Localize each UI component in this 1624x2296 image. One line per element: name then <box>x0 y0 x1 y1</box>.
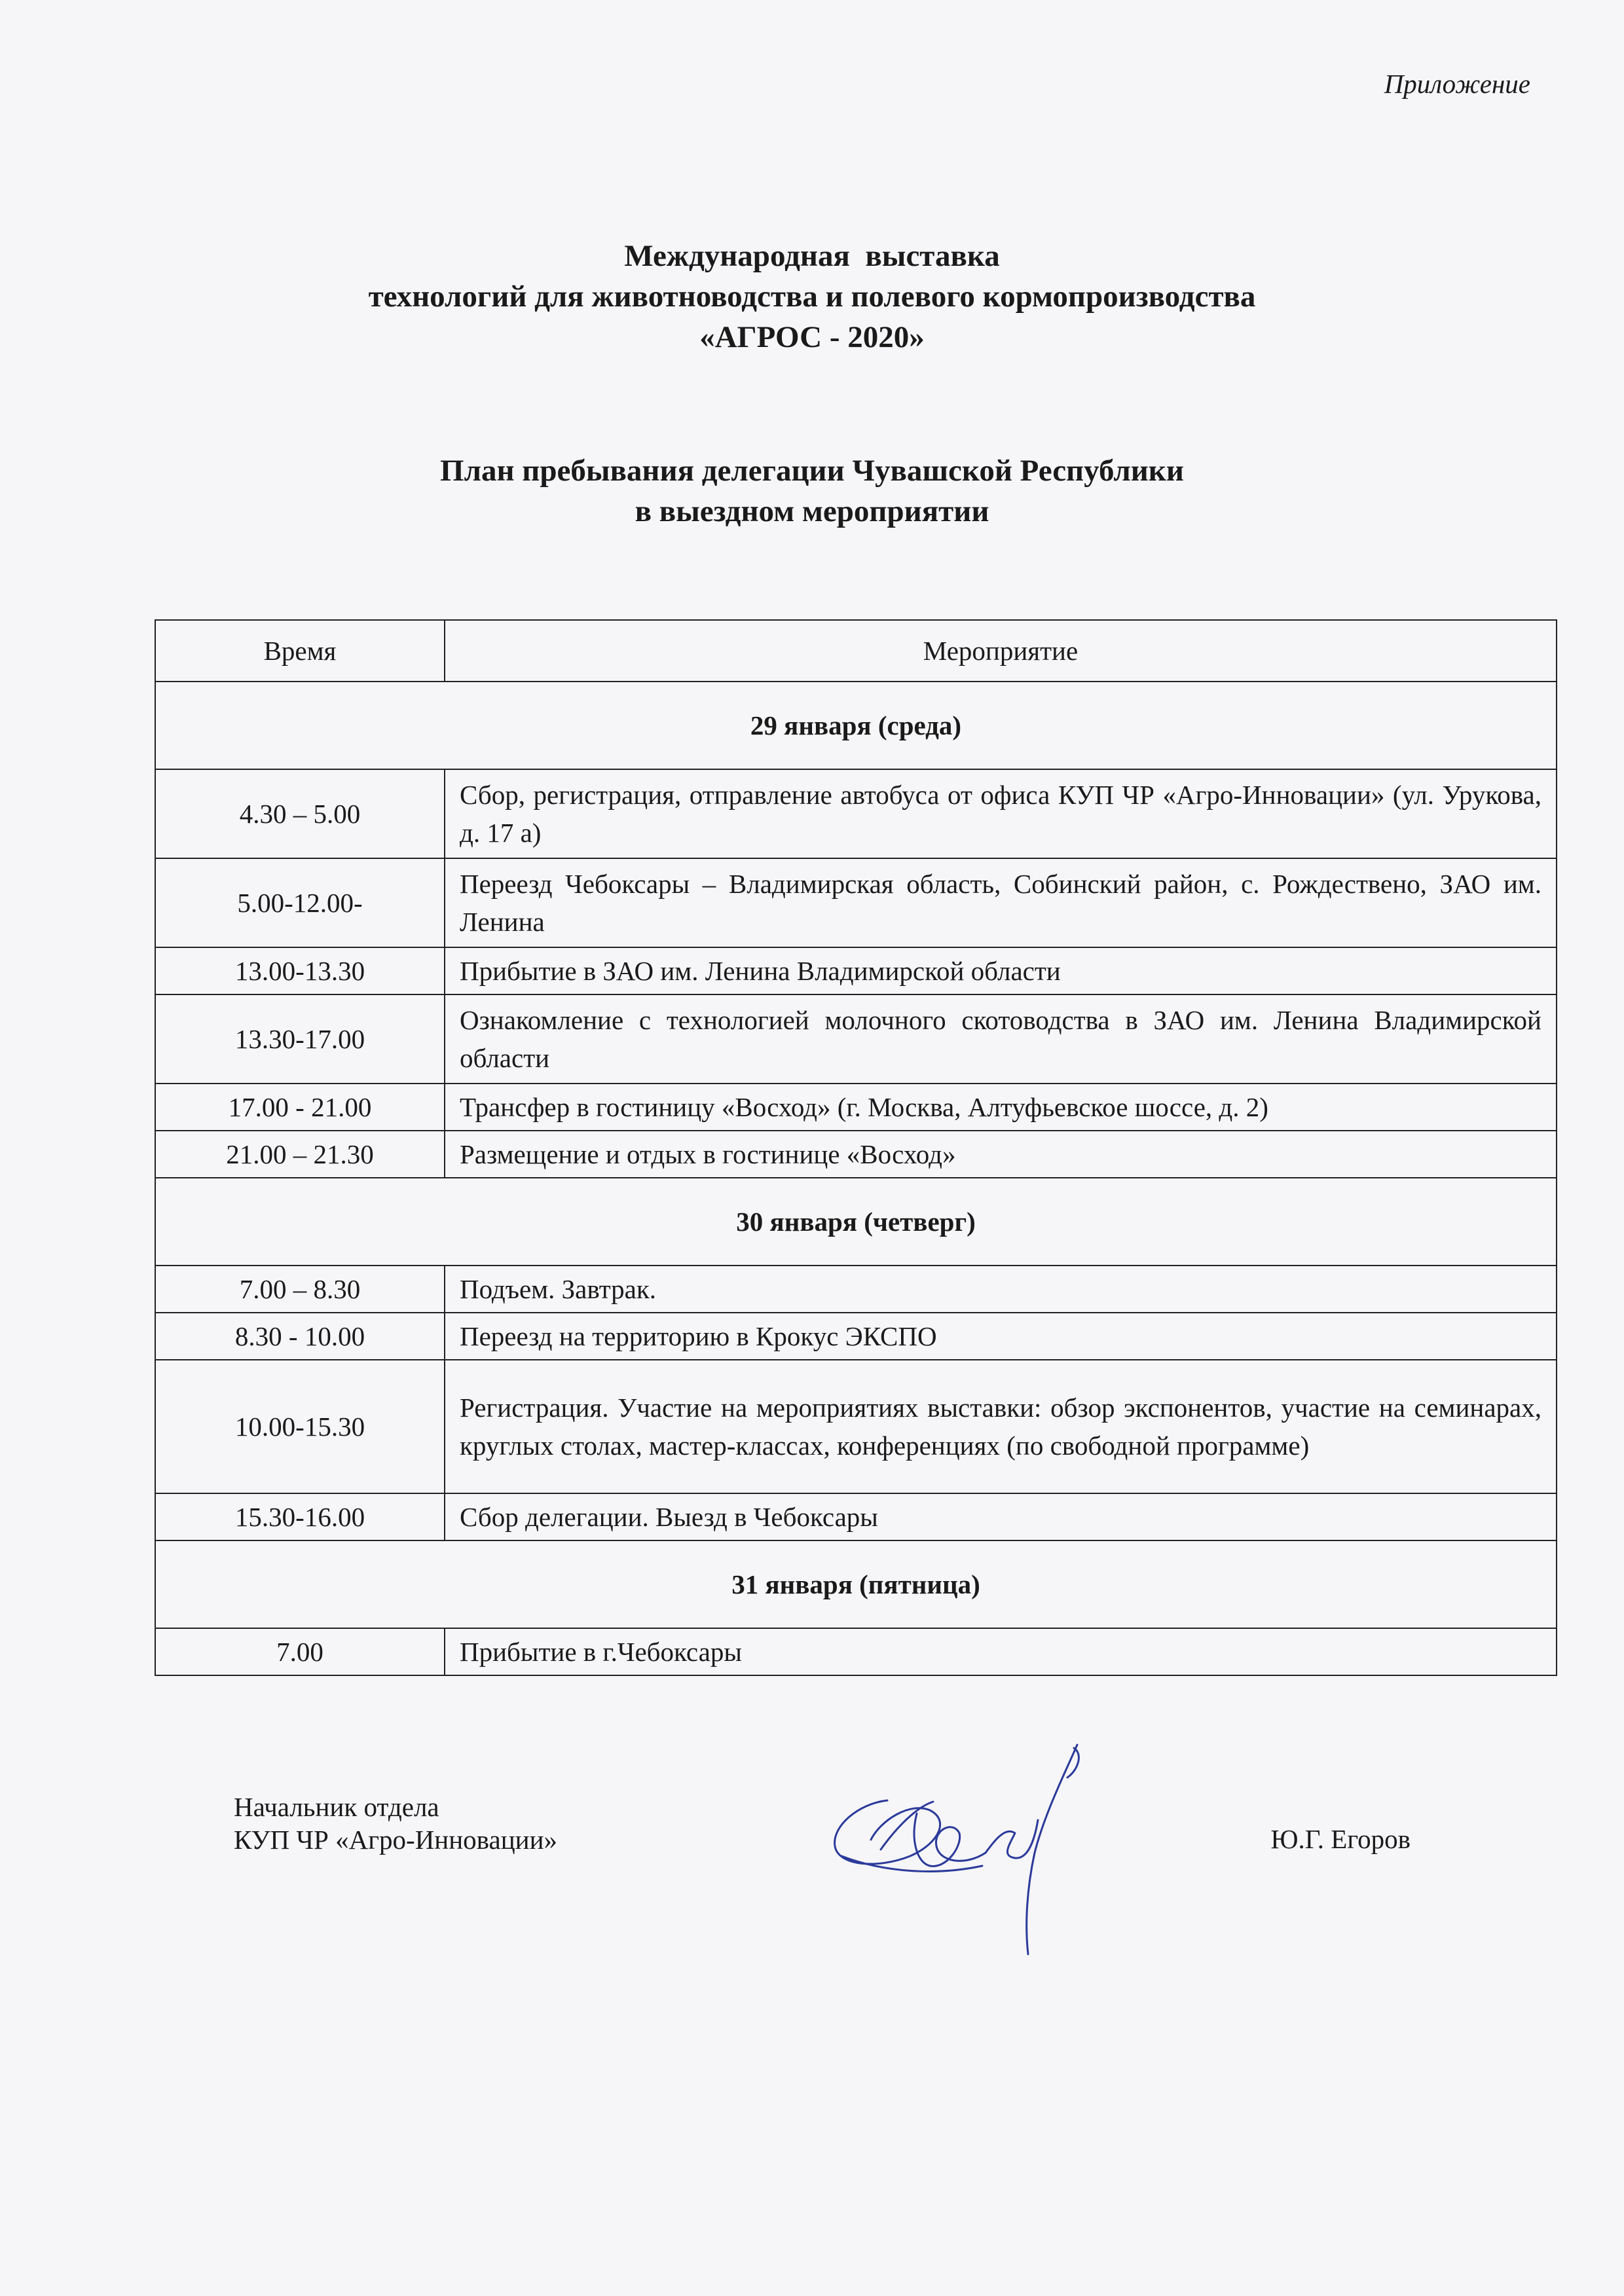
table-row <box>155 1131 1557 1178</box>
plan-heading <box>0 450 1624 532</box>
table-row <box>155 1084 1557 1131</box>
exhibition-title-line-3: «АГРОС - 2020» <box>699 320 925 354</box>
row-event: Ознакомление с технологией молочного скотоводства в ЗАО им. Ленина Владимирской области <box>445 994 1557 1084</box>
table-row <box>155 947 1557 994</box>
exhibition-title-line-1: Международная выставка <box>624 239 1000 273</box>
day-header-row <box>155 682 1557 769</box>
row-event: Прибытие в г.Чебоксары <box>445 1628 1557 1675</box>
day-label: 30 января (четверг) <box>155 1178 1557 1266</box>
day-label: 31 января (пятница) <box>155 1540 1557 1628</box>
exhibition-title <box>0 236 1624 357</box>
row-time: 4.30 – 5.00 <box>155 769 445 858</box>
row-time: 15.30-16.00 <box>155 1493 445 1540</box>
table-header-row <box>155 620 1557 682</box>
row-time: 5.00-12.00- <box>155 858 445 947</box>
signer-position-line-2: КУП ЧР «Агро-Инновации» <box>234 1825 558 1855</box>
table-row <box>155 1628 1557 1675</box>
row-time: 10.00-15.30 <box>155 1360 445 1493</box>
day-header-row <box>155 1540 1557 1628</box>
row-event: Подъем. Завтрак. <box>445 1266 1557 1313</box>
row-time: 17.00 - 21.00 <box>155 1084 445 1131</box>
row-event: Сбор, регистрация, отправление автобуса от офиса КУП ЧР «Агро-Инновации» (ул. Урукова, д. 17 а) <box>445 769 1557 858</box>
signer-position-line-1: Начальник отдела <box>234 1792 439 1822</box>
day-label: 29 января (среда) <box>155 682 1557 769</box>
row-event: Сбор делегации. Выезд в Чебоксары <box>445 1493 1557 1540</box>
row-event: Размещение и отдых в гостинице «Восход» <box>445 1131 1557 1178</box>
table-row <box>155 858 1557 947</box>
row-event: Прибытие в ЗАО им. Ленина Владимирской области <box>445 947 1557 994</box>
row-event: Переезд на территорию в Крокус ЭКСПО <box>445 1313 1557 1360</box>
row-time: 8.30 - 10.00 <box>155 1313 445 1360</box>
header-time: Время <box>155 620 445 682</box>
row-time: 13.30-17.00 <box>155 994 445 1084</box>
signer-name: Ю.Г. Егоров <box>1270 1824 1411 1854</box>
row-event: Регистрация. Участие на мероприятиях выставки: обзор экспонентов, участие на семинарах, круглых столах, мастер-классах, конференциях (по свободной программе) <box>445 1360 1557 1493</box>
plan-heading-line-2: в выездном мероприятии <box>635 494 989 528</box>
table-row <box>155 994 1557 1084</box>
handwritten-signature <box>819 1741 1094 1958</box>
row-time: 21.00 – 21.30 <box>155 1131 445 1178</box>
appendix-label: Приложение <box>1384 69 1530 99</box>
table-row <box>155 1360 1557 1493</box>
row-time: 13.00-13.30 <box>155 947 445 994</box>
plan-heading-line-1: План пребывания делегации Чувашской Республики <box>440 454 1184 488</box>
row-event: Трансфер в гостиницу «Восход» (г. Москва, Алтуфьевское шоссе, д. 2) <box>445 1084 1557 1131</box>
day-header-row <box>155 1178 1557 1266</box>
row-event: Переезд Чебоксары – Владимирская область, Собинский район, с. Рождествено, ЗАО им. Ленина <box>445 858 1557 947</box>
table-row <box>155 769 1557 858</box>
header-event: Мероприятие <box>445 620 1557 682</box>
exhibition-title-line-2: технологий для животноводства и полевого кормопроизводства <box>368 280 1256 314</box>
row-time: 7.00 <box>155 1628 445 1675</box>
schedule-table <box>155 619 1557 1676</box>
row-time: 7.00 – 8.30 <box>155 1266 445 1313</box>
table-row <box>155 1266 1557 1313</box>
table-row <box>155 1313 1557 1360</box>
signer-position <box>234 1791 557 1856</box>
table-row <box>155 1493 1557 1540</box>
